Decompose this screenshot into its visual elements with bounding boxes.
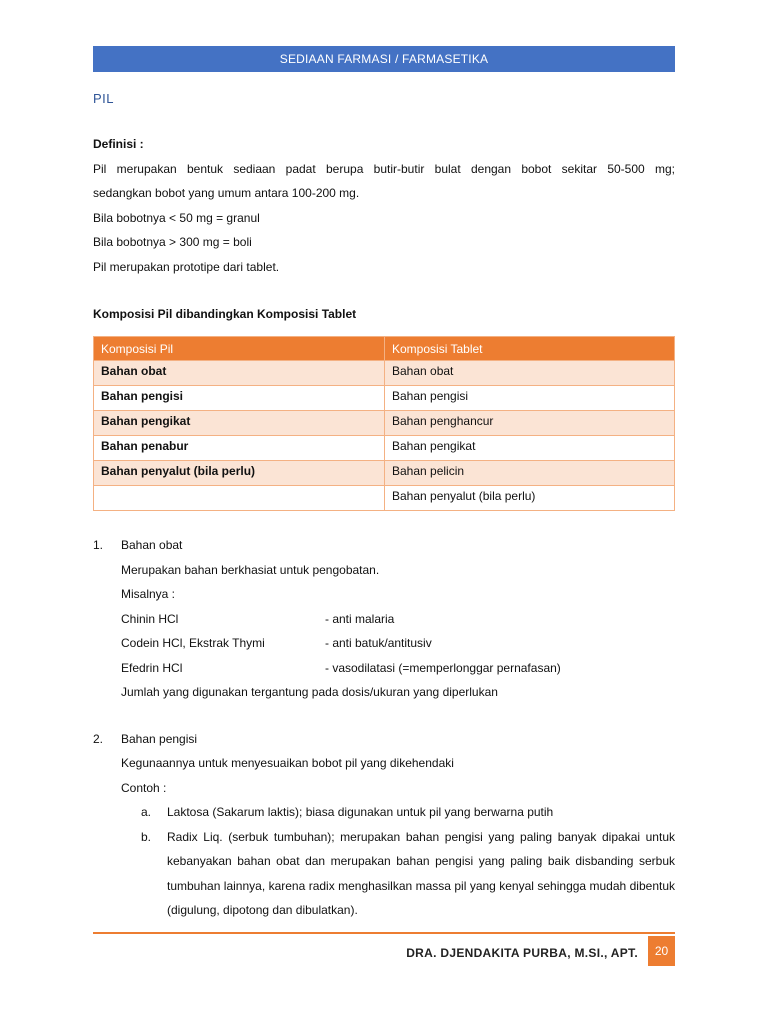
table-cell-tablet: Bahan obat [385,361,675,386]
definition-line-1: Pil merupakan bentuk sediaan padat berupa butir-butir bulat dengan bobot sekitar 50-500 mg; [93,161,675,176]
table-cell-pil: Bahan penabur [94,436,385,461]
header-bar [93,46,675,72]
table-cell-tablet: Bahan pelicin [385,461,675,486]
list-item-bahan-obat [93,533,675,705]
table-row [94,461,675,486]
item-examples-label: Contoh : [121,780,167,795]
table-cell-tablet: Bahan penghancur [385,411,675,436]
item-title: Bahan obat [121,538,183,552]
table-row [94,386,675,411]
footer-author: DRA. DJENDAKITA PURBA, M.SI., APT. [406,946,638,960]
definition-line-4: Bila bobotnya > 300 mg = boli [93,235,252,249]
page-number: 20 [648,936,675,966]
table-header-pil: Komposisi Pil [94,337,385,361]
table-title: Komposisi Pil dibandingkan Komposisi Tablet [93,307,357,321]
definition-heading: Definisi : [93,137,144,151]
example-use: - vasodilatasi (=memperlonggar pernafasan) [325,660,561,675]
definition-line-3: Bila bobotnya < 50 mg = granul [93,210,260,225]
example-name: Chinin HCl [121,611,179,626]
list-item-bahan-pengisi [93,727,675,923]
table-row [94,486,675,511]
section-title: PIL [93,91,115,106]
item-number: 2. [93,731,104,746]
table-row [94,361,675,386]
item-examples-label: Misalnya : [121,587,176,601]
example-name: Efedrin HCl [121,660,183,675]
composition-table [93,336,675,511]
example-row [121,631,675,656]
table-cell-tablet: Bahan pengikat [385,436,675,461]
example-use: - anti batuk/antitusiv [325,636,432,650]
example-row [121,607,675,632]
table-cell-tablet: Bahan penyalut (bila perlu) [385,486,675,511]
table-cell-pil: Bahan pengisi [94,386,385,411]
definition-line-5: Pil merupakan prototipe dari tablet. [93,259,280,274]
example-row [121,656,675,681]
sub-item-text: Radix Liq. (serbuk tumbuhan); merupakan bahan pengisi yang paling banyak dipakai untuk kebanyakan bahan obat dan merupakan bahan pengisi yang paling baik disbanding serbuk tumbuhan lainnya, karena radix menghasilkan massa pil yang kenyal sehingga mudah dibentuk (digulung, dipotong dan dibulatkan). [167,829,675,917]
table-cell-pil [94,486,385,511]
table-header-tablet: Komposisi Tablet [385,337,675,361]
item-title: Bahan pengisi [121,731,198,746]
page-content [93,132,675,923]
item-note: Jumlah yang digunakan tergantung pada dosis/ukuran yang diperlukan [121,685,498,699]
table-cell-pil: Bahan obat [94,361,385,386]
item-number: 1. [93,538,104,552]
sub-item-text: Laktosa (Sakarum laktis); biasa digunakan untuk pil yang berwarna putih [167,805,554,819]
footer-divider [93,932,675,934]
sub-item [93,800,675,825]
table-header-row [94,337,675,361]
sub-item [93,825,675,923]
sub-item-label: a. [141,805,152,819]
table-cell-tablet: Bahan pengisi [385,386,675,411]
table-cell-pil: Bahan penyalut (bila perlu) [94,461,385,486]
table-row [94,411,675,436]
table-row [94,436,675,461]
example-use: - anti malaria [325,611,395,626]
definition-line-2: sedangkan bobot yang umum antara 100-200 mg. [93,186,360,200]
item-description: Merupakan bahan berkhasiat untuk pengobatan. [121,562,380,577]
item-description: Kegunaannya untuk menyesuaikan bobot pil yang dikehendaki [121,756,454,770]
example-name: Codein HCl, Ekstrak Thymi [121,636,265,650]
table-cell-pil: Bahan pengikat [94,411,385,436]
header-title: SEDIAAN FARMASI / FARMASETIKA [279,52,489,66]
sub-item-label: b. [141,829,152,844]
